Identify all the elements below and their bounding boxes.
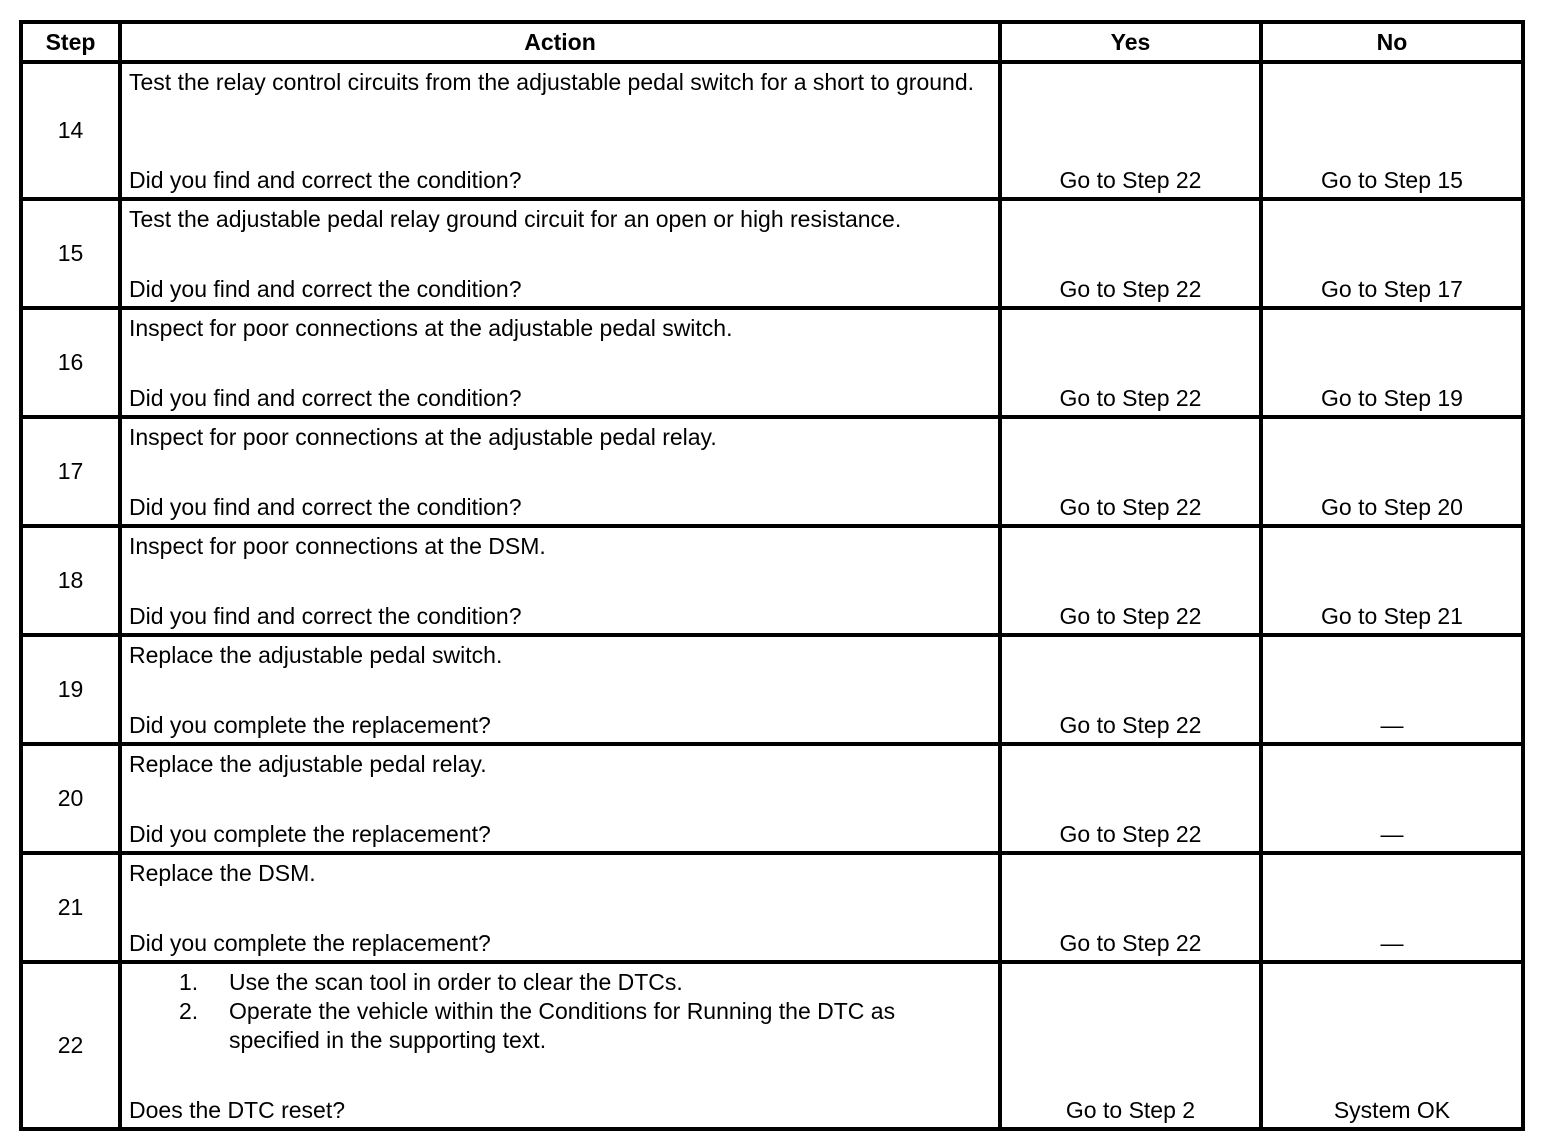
no-result: System OK bbox=[1261, 962, 1523, 1129]
yes-result: Go to Step 22 bbox=[1000, 853, 1261, 962]
question-text: Did you find and correct the condition? bbox=[129, 167, 522, 193]
action-text: Replace the adjustable pedal switch. bbox=[129, 642, 503, 668]
table-row bbox=[21, 308, 1523, 417]
question-text: Did you complete the replacement? bbox=[129, 821, 491, 847]
step-number: 22 bbox=[21, 962, 120, 1129]
action-text: Replace the adjustable pedal relay. bbox=[129, 751, 487, 777]
header-step: Step bbox=[21, 22, 120, 62]
yes-result: Go to Step 22 bbox=[1000, 526, 1261, 635]
action-cell bbox=[120, 853, 1000, 962]
action-cell bbox=[120, 962, 1000, 1129]
no-result: — bbox=[1261, 744, 1523, 853]
list-item bbox=[179, 997, 992, 1055]
table-row bbox=[21, 526, 1523, 635]
no-result: Go to Step 20 bbox=[1261, 417, 1523, 526]
action-text: Test the adjustable pedal relay ground circuit for an open or high resistance. bbox=[129, 206, 902, 232]
question-text: Did you find and correct the condition? bbox=[129, 276, 522, 302]
no-result: Go to Step 15 bbox=[1261, 62, 1523, 199]
step-number: 14 bbox=[21, 62, 120, 199]
no-result: — bbox=[1261, 853, 1523, 962]
action-cell bbox=[120, 635, 1000, 744]
action-cell bbox=[120, 199, 1000, 308]
substep-text: Operate the vehicle within the Conditions for Running the DTC as specified in the supporting text. bbox=[229, 998, 896, 1053]
substep-list bbox=[129, 968, 992, 1055]
table-row bbox=[21, 199, 1523, 308]
action-cell bbox=[120, 417, 1000, 526]
action-text: Inspect for poor connections at the DSM. bbox=[129, 533, 546, 559]
step-number: 19 bbox=[21, 635, 120, 744]
table-row bbox=[21, 853, 1523, 962]
no-result: Go to Step 17 bbox=[1261, 199, 1523, 308]
no-result: — bbox=[1261, 635, 1523, 744]
header-row bbox=[21, 22, 1523, 62]
step-number: 21 bbox=[21, 853, 120, 962]
question-text: Did you find and correct the condition? bbox=[129, 494, 522, 520]
header-action: Action bbox=[120, 22, 1000, 62]
no-result: Go to Step 21 bbox=[1261, 526, 1523, 635]
yes-result: Go to Step 22 bbox=[1000, 744, 1261, 853]
diagnostic-table bbox=[19, 20, 1525, 1131]
no-result: Go to Step 19 bbox=[1261, 308, 1523, 417]
header-yes: Yes bbox=[1000, 22, 1261, 62]
table-row bbox=[21, 417, 1523, 526]
action-cell bbox=[120, 308, 1000, 417]
action-text: Test the relay control circuits from the adjustable pedal switch for a short to ground. bbox=[129, 69, 975, 95]
substep-number: 1. bbox=[179, 969, 199, 995]
question-text: Did you complete the replacement? bbox=[129, 712, 491, 738]
table-row bbox=[21, 635, 1523, 744]
question-text: Did you find and correct the condition? bbox=[129, 603, 522, 629]
step-number: 15 bbox=[21, 199, 120, 308]
step-number: 20 bbox=[21, 744, 120, 853]
question-text: Did you complete the replacement? bbox=[129, 930, 491, 956]
yes-result: Go to Step 22 bbox=[1000, 417, 1261, 526]
action-text: Inspect for poor connections at the adjustable pedal switch. bbox=[129, 315, 733, 341]
list-item bbox=[179, 968, 992, 997]
yes-result: Go to Step 22 bbox=[1000, 308, 1261, 417]
step-number: 16 bbox=[21, 308, 120, 417]
action-text: Replace the DSM. bbox=[129, 860, 316, 886]
question-text: Did you find and correct the condition? bbox=[129, 385, 522, 411]
action-cell bbox=[120, 62, 1000, 199]
yes-result: Go to Step 2 bbox=[1000, 962, 1261, 1129]
action-text: Inspect for poor connections at the adjustable pedal relay. bbox=[129, 424, 717, 450]
yes-result: Go to Step 22 bbox=[1000, 62, 1261, 199]
step-number: 18 bbox=[21, 526, 120, 635]
step-number: 17 bbox=[21, 417, 120, 526]
action-cell bbox=[120, 744, 1000, 853]
substep-number: 2. bbox=[179, 998, 199, 1024]
table-row bbox=[21, 744, 1523, 853]
table-row bbox=[21, 962, 1523, 1129]
table-row bbox=[21, 62, 1523, 199]
yes-result: Go to Step 22 bbox=[1000, 635, 1261, 744]
action-cell bbox=[120, 526, 1000, 635]
question-text: Does the DTC reset? bbox=[129, 1097, 346, 1123]
substep-text: Use the scan tool in order to clear the DTCs. bbox=[229, 969, 683, 995]
yes-result: Go to Step 22 bbox=[1000, 199, 1261, 308]
header-no: No bbox=[1261, 22, 1523, 62]
